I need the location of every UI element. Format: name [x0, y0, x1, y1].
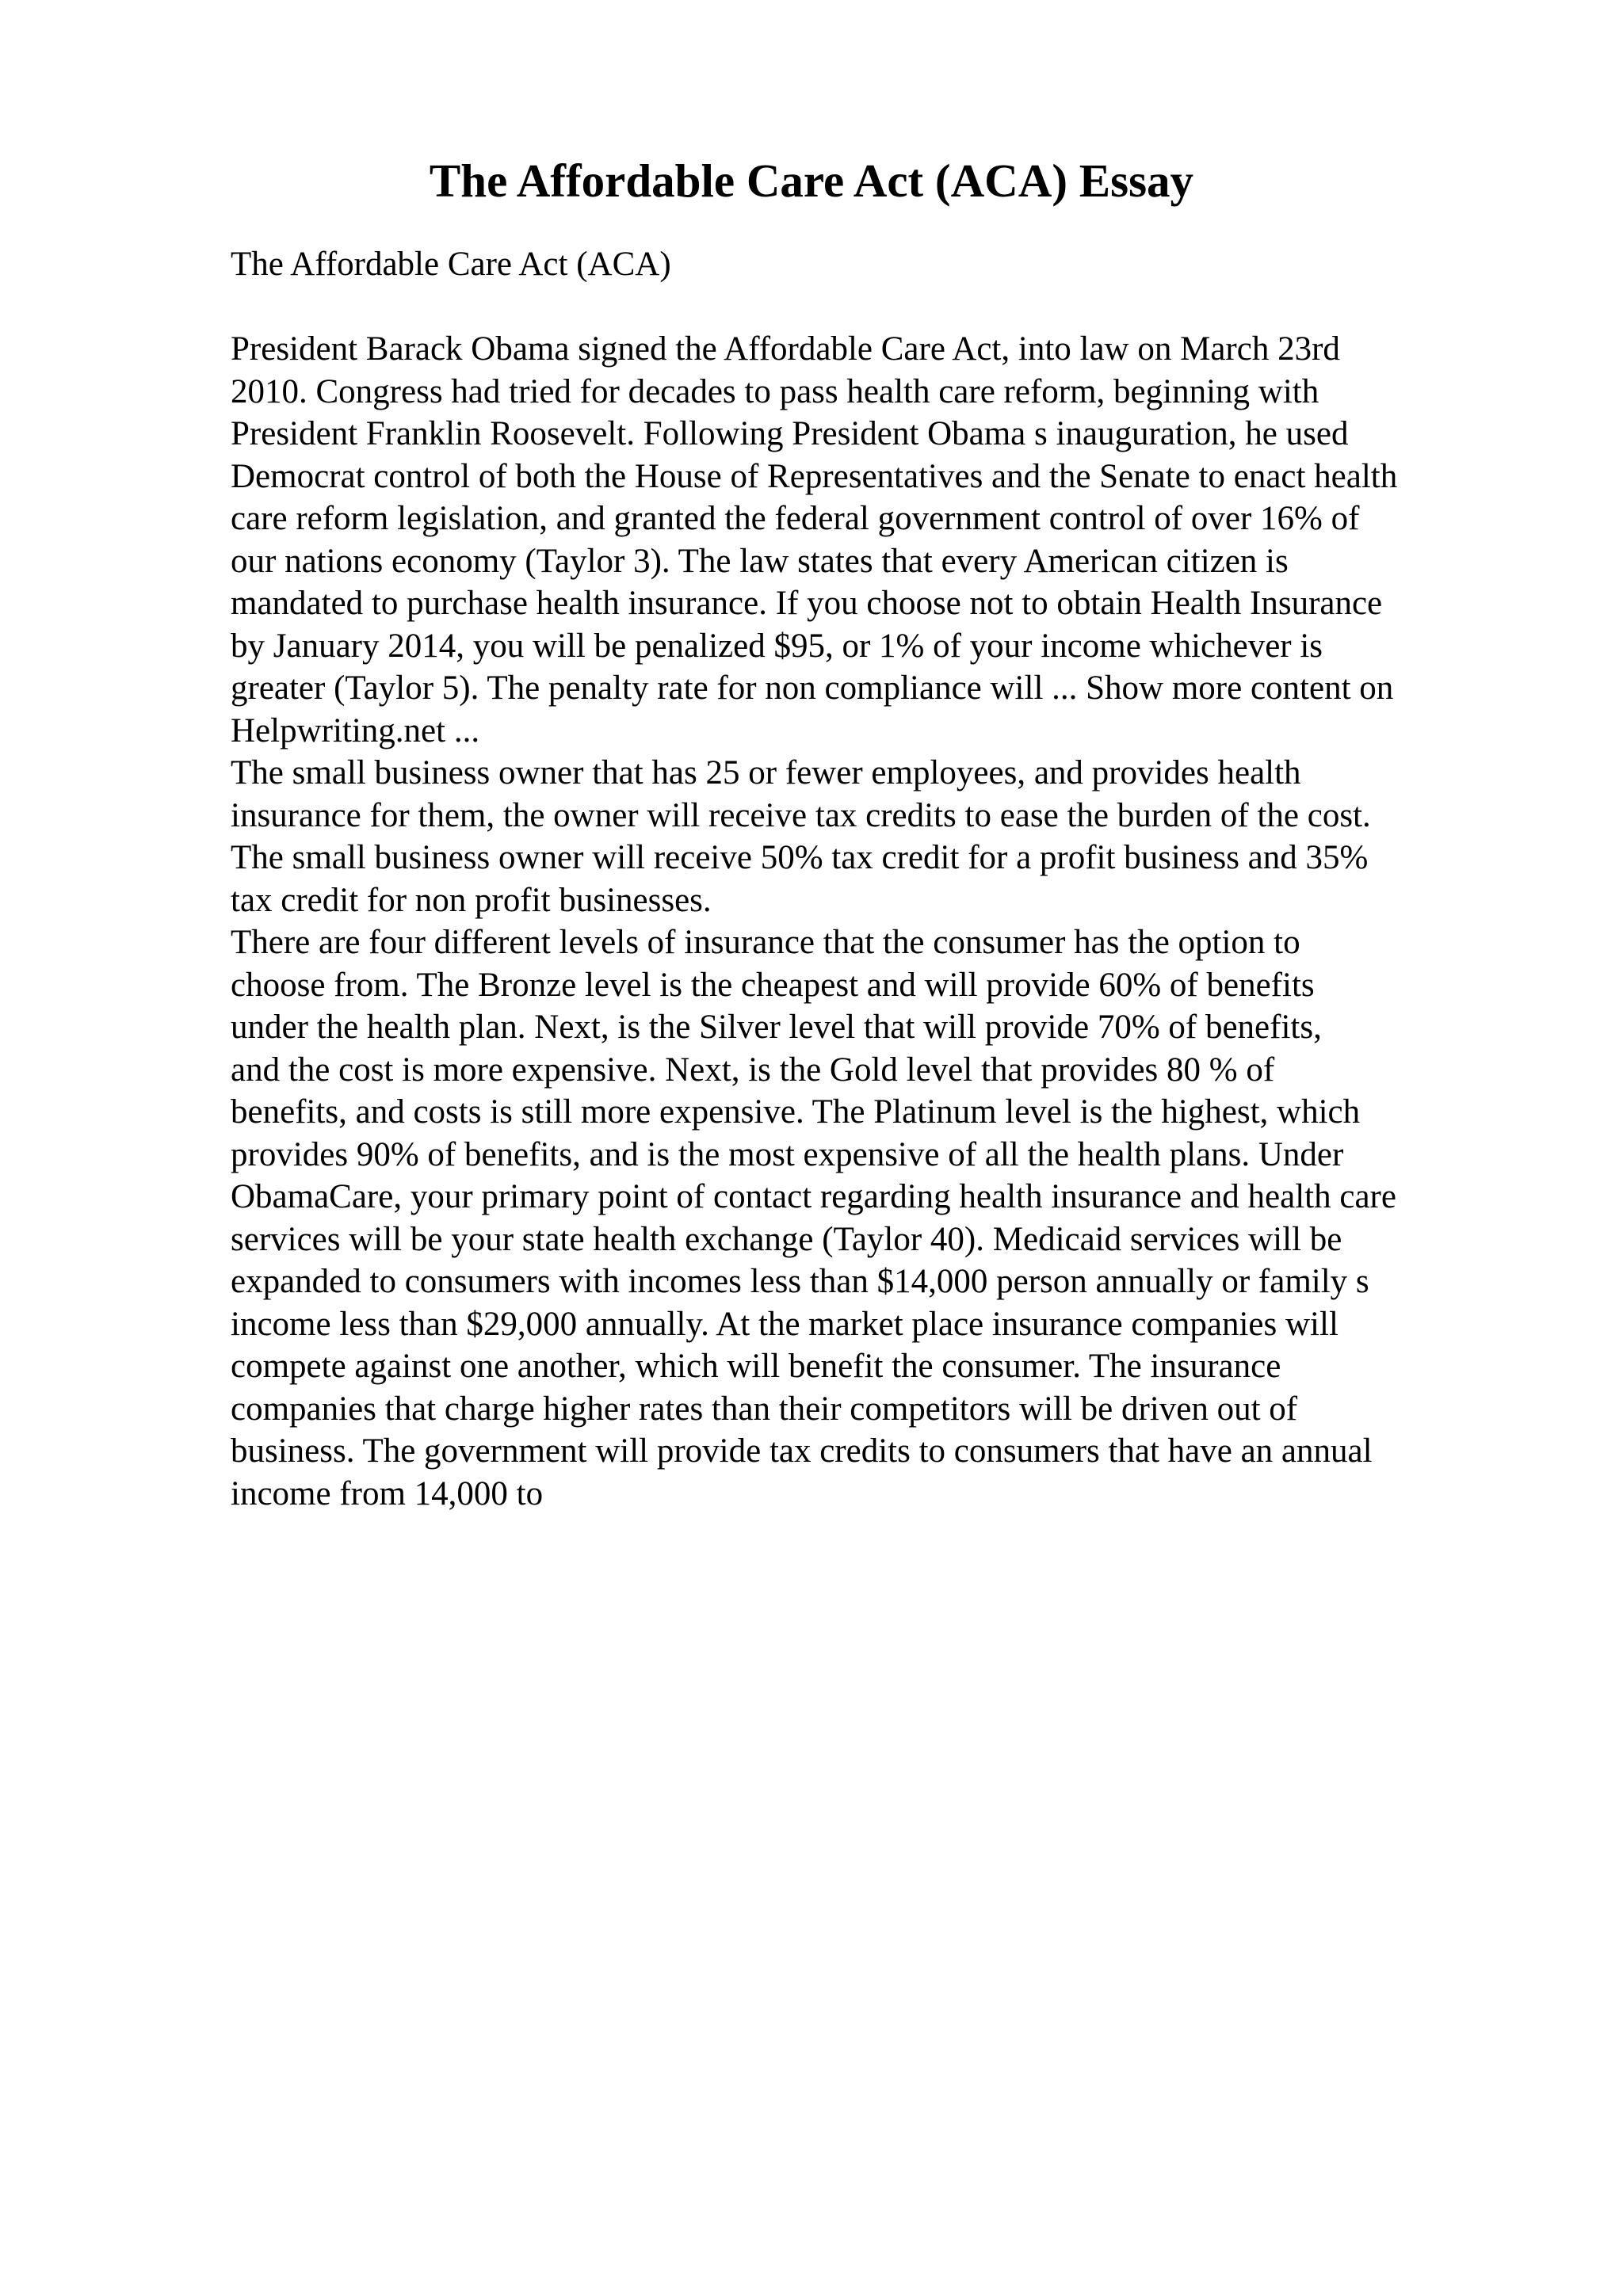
text-line: choose from. The Bronze level is the cheapest and will provide 60% of benefits: [231, 966, 1315, 1004]
text-line: expanded to consumers with incomes less than $14,000 person annually or family s: [231, 1263, 1369, 1300]
text-line: services will be your state health exchange (Taylor 40). Medicaid services will be: [231, 1220, 1342, 1258]
text-line: insurance for them, the owner will receive tax credits to ease the burden of the cost.: [231, 796, 1371, 834]
document-body: [231, 243, 1530, 1515]
text-line: income from 14,000 to: [231, 1474, 544, 1512]
text-line: compete against one another, which will benefit the consumer. The insurance: [231, 1348, 1281, 1385]
text-line: provides 90% of benefits, and is the most expensive of all the health plans. Under: [231, 1135, 1344, 1173]
document-subtitle: The Affordable Care Act (ACA): [231, 246, 671, 283]
text-line: by January 2014, you will be penalized $95, or 1% of your income whichever is: [231, 627, 1323, 665]
text-line: ObamaCare, your primary point of contact regarding health insurance and health care: [231, 1178, 1396, 1215]
text-line: our nations economy (Taylor 3). The law states that every American citizen is: [231, 542, 1289, 580]
text-line: income less than $29,000 annually. At the market place insurance companies will: [231, 1305, 1338, 1343]
paragraph-3: [231, 921, 1530, 1515]
text-line: and the cost is more expensive. Next, is the Gold level that provides 80 % of: [231, 1051, 1275, 1089]
text-line: There are four different levels of insurance that the consumer has the option to: [231, 924, 1300, 961]
text-line: companies that charge higher rates than their competitors will be driven out of: [231, 1390, 1298, 1428]
text-line: Democrat control of both the House of Representatives and the Senate to enact health: [231, 457, 1398, 495]
text-line: under the health plan. Next, is the Silver level that will provide 70% of benefits,: [231, 1009, 1322, 1046]
paragraph-1: [231, 328, 1530, 752]
text-line: business. The government will provide tax credits to consumers that have an annual: [231, 1432, 1373, 1470]
text-line: mandated to purchase health insurance. If you choose not to obtain Health Insurance: [231, 585, 1383, 622]
document-title: The Affordable Care Act (ACA) Essay: [429, 154, 1194, 207]
text-line: The small business owner that has 25 or fewer employees, and provides health: [231, 754, 1301, 791]
text-line: Helpwriting.net ...: [231, 711, 480, 749]
text-line: greater (Taylor 5). The penalty rate for non compliance will ... Show more content on: [231, 669, 1394, 707]
text-line: President Franklin Roosevelt. Following President Obama s inauguration, he used: [231, 415, 1349, 452]
text-line: care reform legislation, and granted the federal government control of over 16% of: [231, 500, 1360, 537]
text-line: 2010. Congress had tried for decades to pass health care reform, beginning with: [231, 372, 1319, 410]
text-line: benefits, and costs is still more expensive. The Platinum level is the highest, which: [231, 1093, 1361, 1131]
text-line: tax credit for non profit businesses.: [231, 881, 712, 919]
paragraph-2: [231, 752, 1530, 921]
text-line: The small business owner will receive 50% tax credit for a profit business and 35%: [231, 839, 1369, 876]
text-line: President Barack Obama signed the Affordable Care Act, into law on March 23rd: [231, 330, 1340, 368]
